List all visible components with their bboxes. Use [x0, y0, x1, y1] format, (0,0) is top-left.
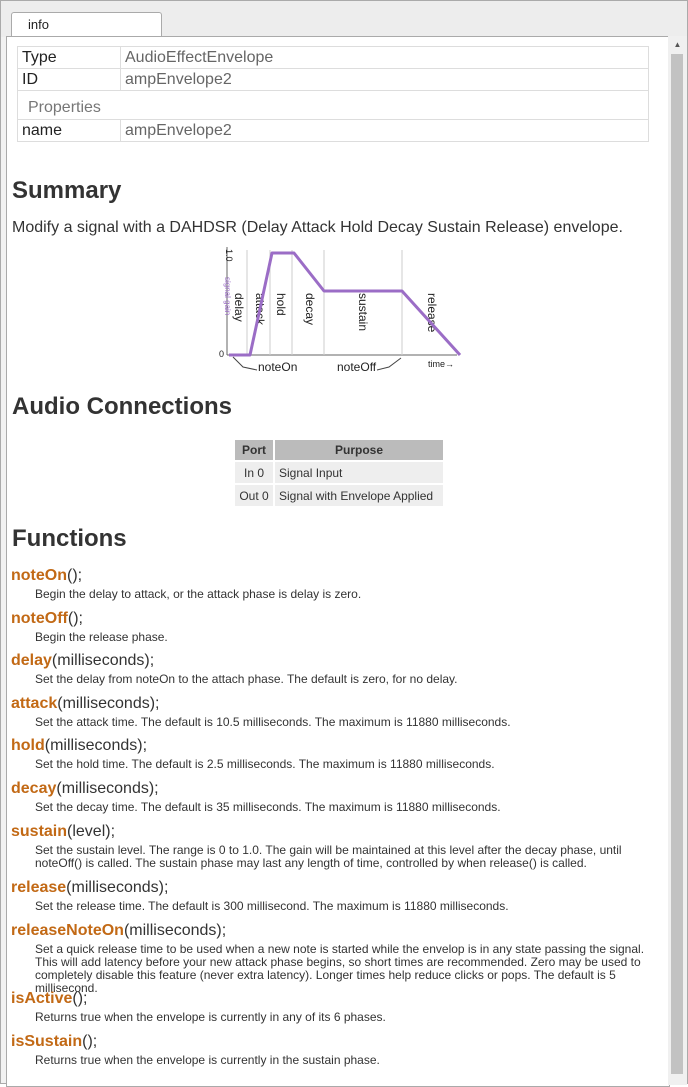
function-args: (milliseconds); — [66, 879, 169, 896]
type-key: Type — [18, 47, 121, 69]
function-args: (milliseconds); — [123, 922, 227, 939]
function-description: Begin the release phase. — [35, 630, 168, 644]
purpose-cell: Signal with Envelope Applied — [275, 485, 443, 506]
function-signature — [11, 990, 660, 1008]
note-off-label: noteOff — [337, 360, 377, 374]
function-description: Set a quick release time to be used when a new note is started while the envelop is in any state passing the signal. This will add latency before your new attack phase begins, so short times are recommended. Zero may be used to completely disable this feature (never extra latency). Longer times help reduce clicks or pops. The default is 5 millisecond. — [35, 942, 645, 995]
note-off-marker — [377, 358, 401, 370]
envelope-diagram — [217, 245, 467, 375]
function-item — [11, 567, 660, 601]
function-args: (level); — [67, 823, 116, 840]
function-signature — [11, 695, 660, 713]
function-item — [11, 652, 660, 686]
function-item — [11, 879, 660, 913]
function-signature — [11, 823, 660, 841]
function-name: noteOff — [11, 610, 68, 627]
function-item — [11, 737, 660, 771]
function-signature — [11, 737, 660, 755]
function-name: attack — [11, 695, 58, 712]
phase-release: release — [425, 293, 439, 333]
note-on-marker — [233, 357, 257, 370]
function-signature — [11, 922, 660, 940]
function-item — [11, 695, 660, 729]
function-signature — [11, 1033, 660, 1051]
scroll-up-arrow-icon[interactable]: ▲ — [673, 40, 682, 49]
function-item — [11, 990, 660, 1024]
info-panel — [6, 36, 670, 1087]
function-name: releaseNoteOn — [11, 922, 124, 939]
functions-heading: Functions — [12, 525, 127, 552]
function-args: (milliseconds); — [51, 652, 155, 669]
phase-hold: hold — [274, 293, 288, 316]
function-name: noteOn — [11, 567, 67, 584]
purpose-cell: Signal Input — [275, 462, 443, 483]
function-description: Returns true when the envelope is currently in any of its 6 phases. — [35, 1010, 386, 1024]
function-item — [11, 780, 660, 814]
vertical-scrollbar[interactable] — [668, 36, 687, 1085]
phase-decay: decay — [303, 293, 317, 326]
function-name: sustain — [11, 823, 68, 840]
function-signature — [11, 610, 660, 628]
function-args: (milliseconds); — [56, 780, 159, 797]
function-description: Set the attack time. The default is 10.5 milliseconds. The maximum is 11880 milliseconds. — [35, 715, 511, 729]
summary-heading: Summary — [12, 177, 122, 204]
port-cell: Out 0 — [235, 485, 273, 506]
audio-connections-heading: Audio Connections — [12, 393, 232, 420]
y-min-label: 0 — [219, 349, 225, 359]
function-description: Begin the delay to attack, or the attack phase is delay is zero. — [35, 587, 362, 601]
phase-sustain: sustain — [356, 293, 370, 332]
time-label: time→ — [428, 359, 455, 369]
id-value: ampEnvelope2 — [121, 69, 649, 91]
type-value: AudioEffectEnvelope — [121, 47, 649, 69]
function-name: hold — [11, 737, 45, 754]
function-description: Set the sustain level. The range is 0 to 1.0. The gain will be maintained at this level after the decay phase, until noteOff() is called. The sustain phase may last any length of time, controlled by when release() is called. — [35, 843, 622, 870]
port-cell: In 0 — [235, 462, 273, 483]
ports-table — [233, 438, 445, 508]
function-name: release — [11, 879, 67, 896]
y-max-label: 1.0 — [224, 249, 234, 262]
function-name: isActive — [11, 990, 73, 1007]
function-name: decay — [11, 780, 57, 797]
function-args: (); — [67, 567, 83, 584]
note-on-label: noteOn — [258, 360, 298, 374]
tab-info[interactable]: info — [11, 12, 162, 36]
function-description: Returns true when the envelope is currently in the sustain phase. — [35, 1053, 380, 1067]
function-description: Set the release time. The default is 300 millisecond. The maximum is 11880 milliseconds. — [35, 899, 509, 913]
function-item — [11, 610, 660, 644]
function-description: Set the hold time. The default is 2.5 milliseconds. The maximum is 11880 milliseconds. — [35, 757, 495, 771]
function-description: Set the delay from noteOn to the attach phase. The default is zero, for no delay. — [35, 672, 458, 686]
function-signature — [11, 652, 660, 670]
y-axis-label: signal gain — [223, 277, 232, 316]
summary-text: Modify a signal with a DAHDSR (Delay Attack Hold Decay Sustain Release) envelope. — [12, 219, 623, 236]
name-value[interactable]: ampEnvelope2 — [121, 120, 649, 142]
scroll-thumb[interactable] — [671, 54, 683, 1074]
table-row — [235, 462, 443, 483]
phase-attack: attack — [253, 293, 267, 326]
function-description: Set the decay time. The default is 35 milliseconds. The maximum is 11880 milliseconds. — [35, 800, 501, 814]
tab-bar — [1, 1, 687, 37]
function-args: (milliseconds); — [57, 695, 160, 712]
properties-table — [17, 46, 649, 142]
purpose-column-header: Purpose — [275, 440, 443, 460]
function-name: isSustain — [11, 1033, 83, 1050]
function-args: (); — [82, 1033, 98, 1050]
id-key: ID — [18, 69, 121, 91]
name-key: name — [18, 120, 121, 142]
function-item — [11, 922, 660, 995]
function-args: (); — [67, 610, 83, 627]
function-name: delay — [11, 652, 52, 669]
port-column-header: Port — [235, 440, 273, 460]
properties-section-label: Properties — [18, 91, 649, 120]
function-signature — [11, 567, 660, 585]
phase-delay: delay — [232, 293, 246, 322]
function-args: (); — [72, 990, 88, 1007]
function-signature — [11, 879, 660, 897]
function-args: (milliseconds); — [44, 737, 148, 754]
function-item — [11, 1033, 660, 1067]
function-item — [11, 823, 660, 870]
table-row — [235, 485, 443, 506]
function-signature — [11, 780, 660, 798]
